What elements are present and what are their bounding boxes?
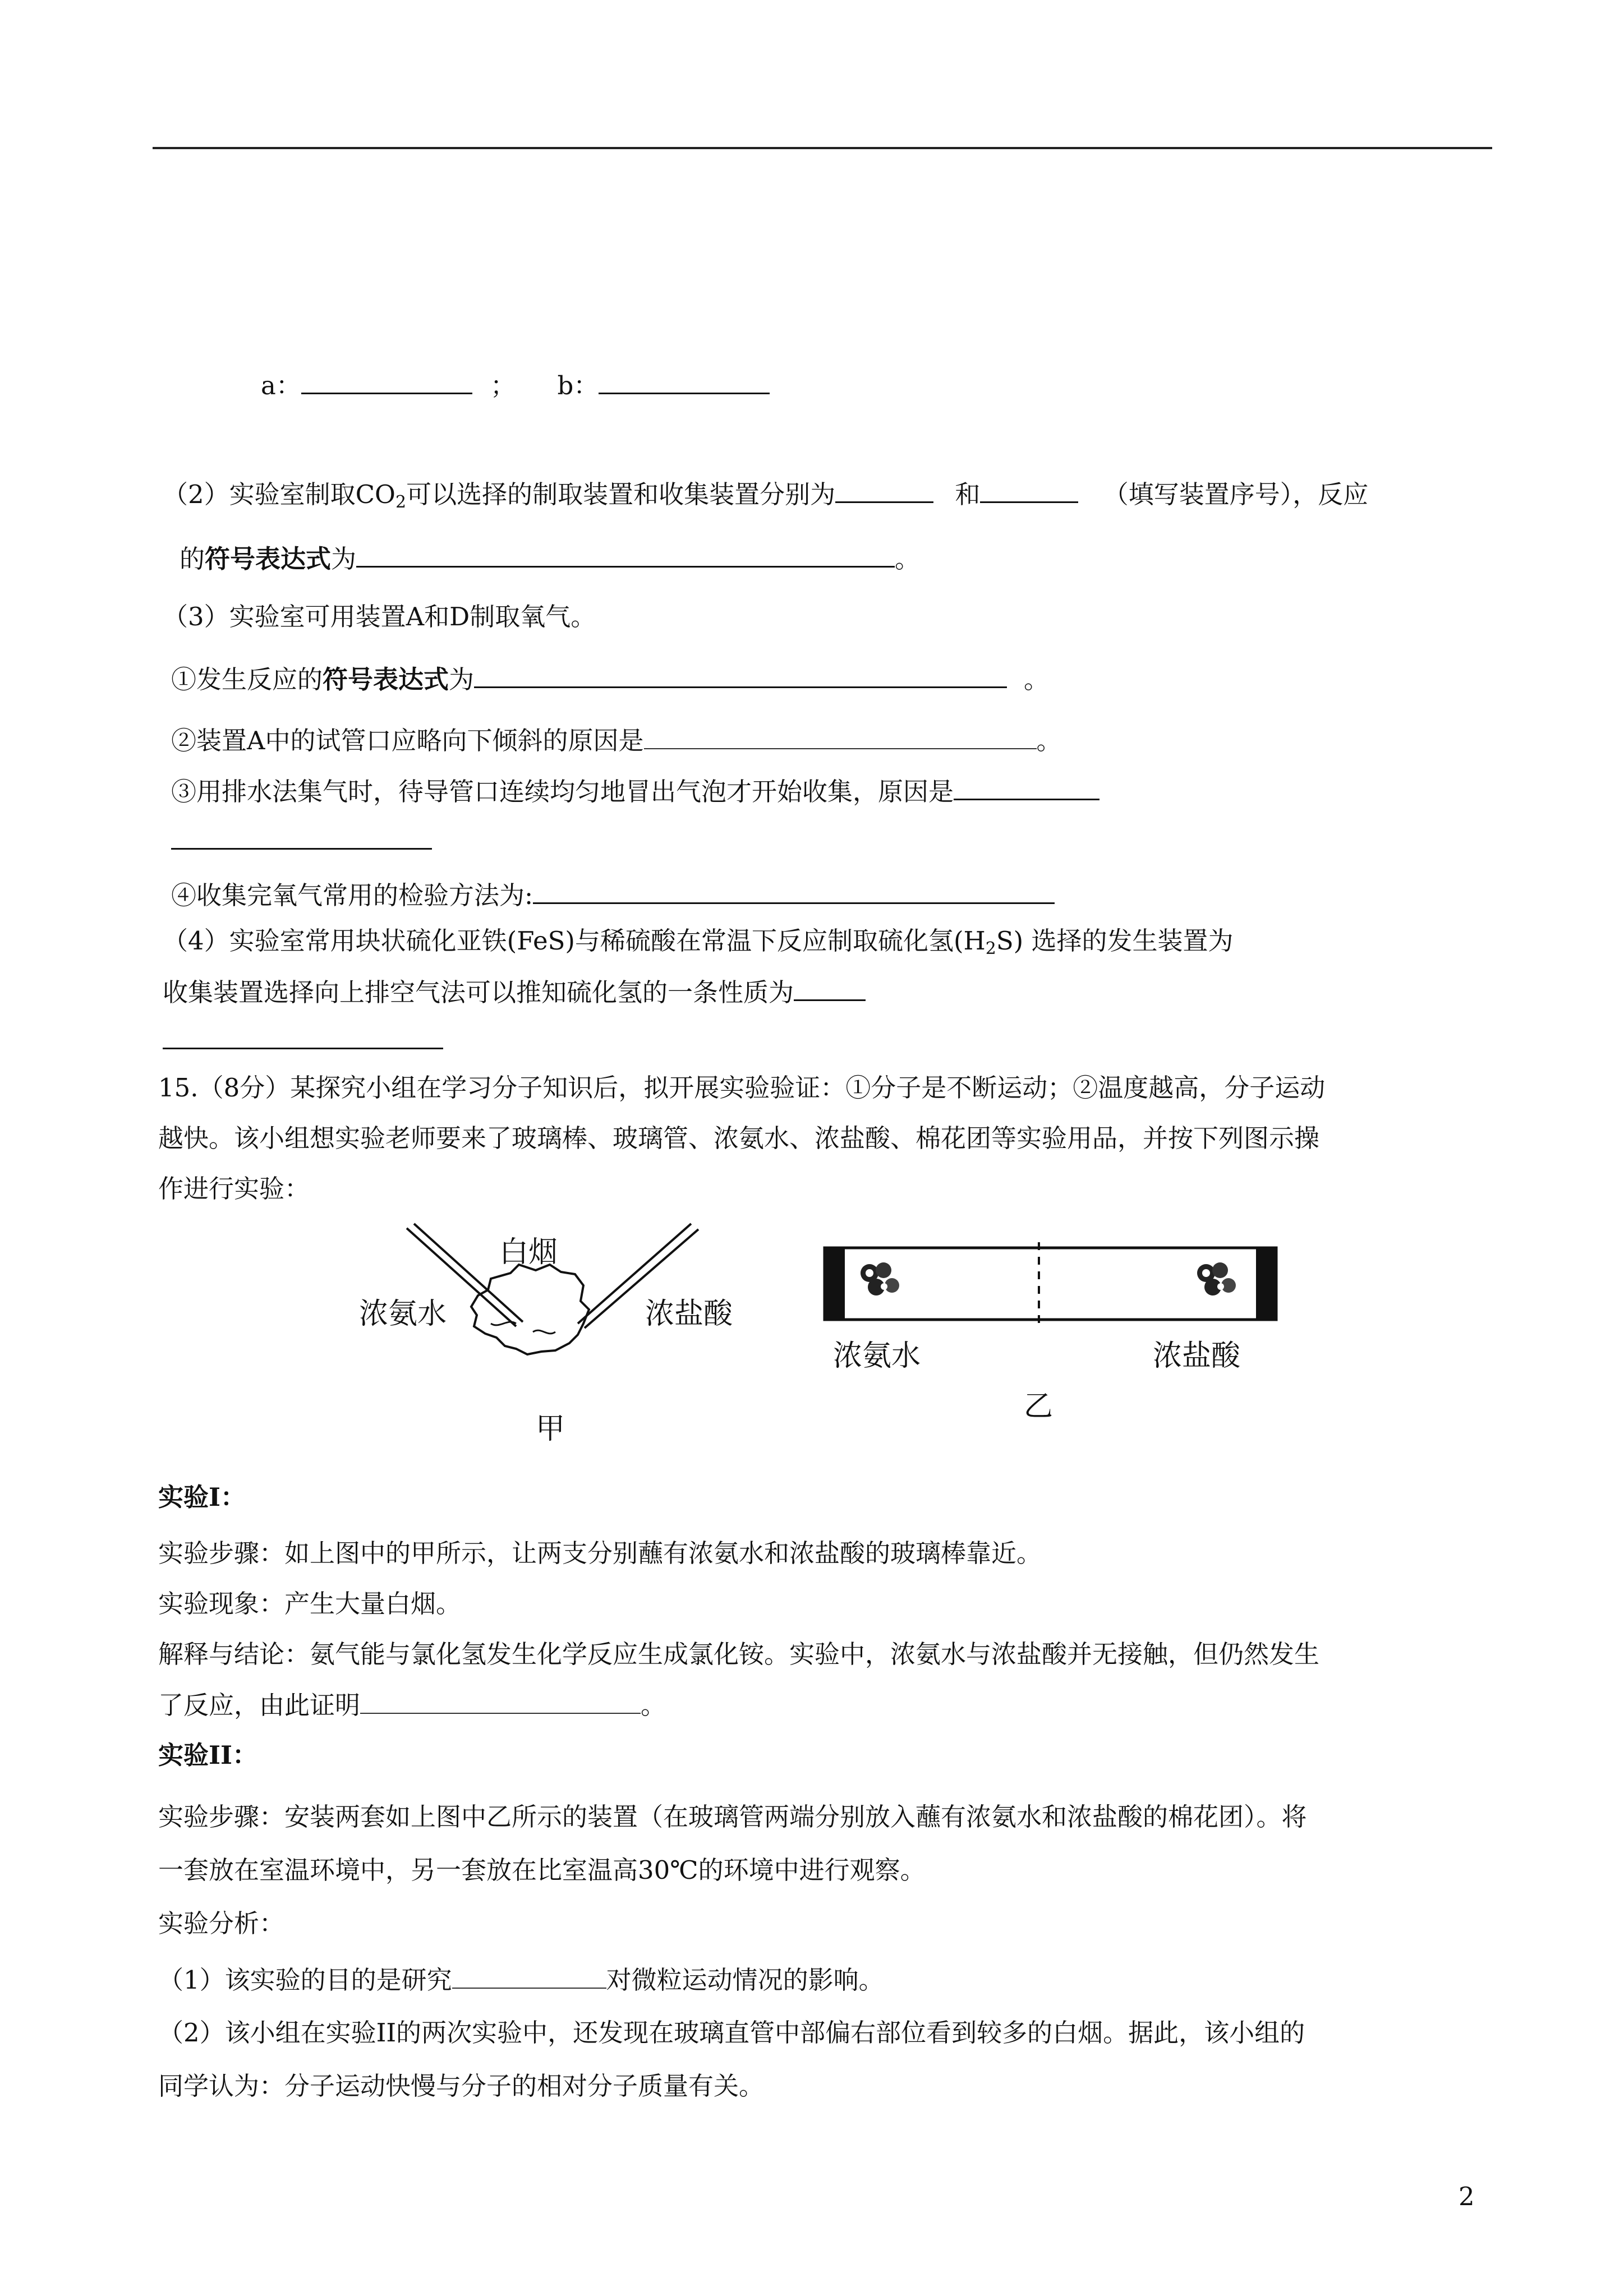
blank-q4-cont[interactable] bbox=[163, 1048, 443, 1049]
blank-b[interactable] bbox=[599, 368, 770, 394]
exp2-a2-l2: 同学认为：分子运动快慢与分子的相对分子质量有关。 bbox=[158, 2071, 765, 2101]
blank-q2-produce[interactable] bbox=[835, 477, 933, 503]
jia-ammonia-label: 浓氨水 bbox=[359, 1297, 447, 1331]
right-stopper bbox=[1256, 1248, 1276, 1320]
jia-smoke-label: 白烟 bbox=[499, 1235, 558, 1269]
blank-q3-collect-reason[interactable] bbox=[954, 774, 1099, 800]
yi-ammonia-label: 浓氨水 bbox=[833, 1339, 921, 1373]
q2-line2: 的符号表达式为 。 bbox=[180, 541, 920, 576]
q3-item2: ②装置A中的试管口应略向下倾斜的原因是 。 bbox=[171, 723, 1062, 758]
blank-q3-collect-reason-cont[interactable] bbox=[171, 848, 432, 850]
q3-item1: ①发生反应的符号表达式为 。 bbox=[171, 662, 1049, 697]
q3-item4: ④收集完氧气常用的检验方法为: bbox=[171, 878, 1055, 912]
q4-line2: 收集装置选择向上排空气法可以推知硫化氢的一条性质为 bbox=[163, 975, 866, 1009]
yi-caption: 乙 bbox=[1024, 1390, 1053, 1423]
exp2-step-l1: 实验步骤：安装两套如上图中乙所示的装置（在玻璃管两端分别放入蘸有浓氨水和浓盐酸的棉花团）。将 bbox=[158, 1802, 1307, 1832]
blank-q3-equation[interactable] bbox=[474, 662, 1007, 688]
exp2-step-l2: 一套放在室温环境中，另一套放在比室温高30℃的环境中进行观察。 bbox=[158, 1855, 926, 1885]
header-rule bbox=[153, 147, 1492, 149]
blank-exp1-proof[interactable] bbox=[360, 1688, 641, 1714]
q15-line3: 作进行实验： bbox=[158, 1174, 310, 1204]
page-number: 2 bbox=[1459, 2182, 1475, 2211]
exp2-analysis: 实验分析： bbox=[158, 1908, 285, 1938]
blank-q2-equation[interactable] bbox=[356, 541, 895, 568]
exp1-phenomenon: 实验现象：产生大量白烟。 bbox=[158, 1589, 462, 1619]
q15-line2: 越快。该小组想实验老师要来了玻璃棒、玻璃管、浓氨水、浓盐酸、棉花团等实验用品，并按下列图示操 bbox=[158, 1123, 1320, 1153]
q2-line1: （2）实验室制取$CO_2$可以选择的制取装置和收集装置分别为 和 （填写装置序号），反应 bbox=[163, 477, 1368, 519]
q4-line1: （4）实验室常用块状硫化亚铁(FeS)与稀硫酸在常温下反应制取硫化氢$(H_2S)$ 选择的发生装置为 bbox=[163, 926, 1234, 958]
figure-yi bbox=[813, 1239, 1290, 1430]
exp1-conclusion-l1: 解释与结论：氨气能与氯化氢发生化学反应生成氯化铵。实验中，浓氨水与浓盐酸并无接触，但仍然发生 bbox=[158, 1639, 1320, 1669]
exp1-step: 实验步骤：如上图中的甲所示，让两支分别蘸有浓氨水和浓盐酸的玻璃棒靠近。 bbox=[158, 1538, 1042, 1568]
blank-a[interactable] bbox=[301, 368, 472, 394]
blank-q2-collect[interactable] bbox=[980, 477, 1078, 503]
left-stopper bbox=[825, 1248, 845, 1320]
jia-caption: 甲 bbox=[536, 1412, 565, 1446]
yi-hcl-label: 浓盐酸 bbox=[1153, 1339, 1241, 1373]
q3-item3: ③用排水法集气时，待导管口连续均匀地冒出气泡才开始收集，原因是 bbox=[171, 774, 1099, 809]
blank-q3-reason[interactable] bbox=[644, 723, 1037, 749]
smoke-cloud-outline bbox=[471, 1265, 589, 1354]
right-cotton-ball bbox=[1197, 1262, 1236, 1295]
exp1-conclusion-l2: 了反应，由此证明 。 bbox=[158, 1688, 666, 1722]
blank-q3-test-method[interactable] bbox=[533, 878, 1055, 904]
blank-exp2-factor[interactable] bbox=[452, 1963, 606, 1989]
exp2-a1: （1）该实验的目的是研究 对微粒运动情况的影响。 bbox=[158, 1963, 884, 1997]
left-cotton-ball bbox=[861, 1262, 899, 1295]
q15-line1: 15.（8分）某探究小组在学习分子知识后，拟开展实验验证：①分子是不断运动；②温度越高，分子运动 bbox=[158, 1073, 1326, 1103]
blank-q4-property[interactable] bbox=[794, 975, 866, 1001]
q3-title: （3）实验室可用装置A和D制取氧气。 bbox=[163, 602, 596, 631]
answer-line-ab: a： ； b： bbox=[261, 368, 770, 403]
jia-hcl-label: 浓盐酸 bbox=[645, 1297, 733, 1331]
exp2-a2-l1: （2）该小组在实验II的两次实验中，还发现在玻璃直管中部偏右部位看到较多的白烟。据此，该小组的 bbox=[158, 2018, 1305, 2048]
figure-jia bbox=[348, 1211, 774, 1447]
exp2-title: 实验II： bbox=[158, 1740, 258, 1770]
exp1-title: 实验I： bbox=[158, 1482, 246, 1512]
